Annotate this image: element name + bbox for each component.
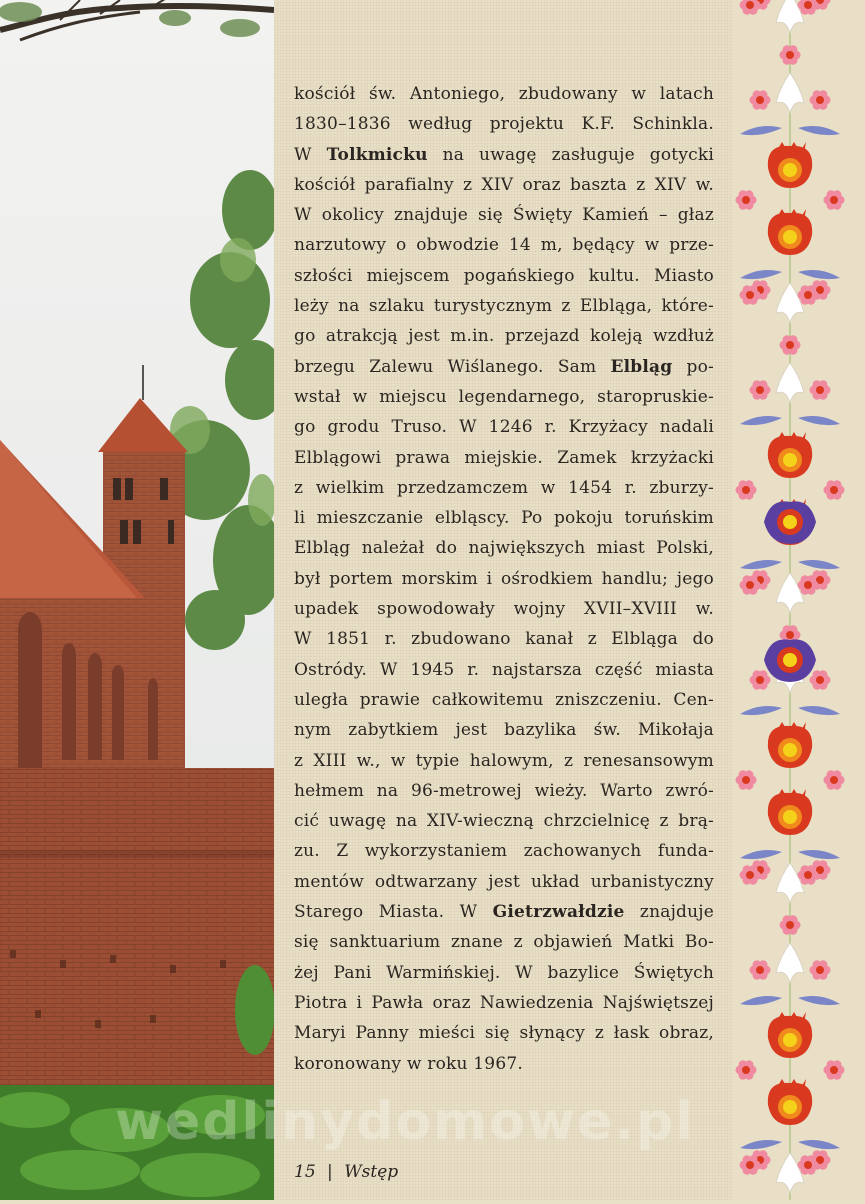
blue-leaf-icon bbox=[798, 1140, 840, 1149]
page-number: 15 bbox=[294, 1162, 316, 1182]
blue-leaf-icon bbox=[740, 416, 782, 425]
red-flower-center-icon bbox=[783, 163, 797, 177]
text-line bbox=[294, 867, 714, 897]
text-fragment: Maryi Panny mieści się słynący z łask obraz, bbox=[294, 1023, 714, 1044]
red-flower-center-icon bbox=[783, 1100, 797, 1114]
pink-flower-center-icon bbox=[786, 921, 794, 929]
pink-flower-center-icon bbox=[804, 291, 812, 299]
text-fragment: 1830–1836 według projektu K.F. Schinkla. bbox=[294, 114, 714, 135]
section-title: Wstęp bbox=[344, 1162, 399, 1182]
pink-flower-center-icon bbox=[746, 291, 754, 299]
red-flower-center-icon bbox=[783, 743, 797, 757]
blue-leaf-icon bbox=[740, 560, 782, 569]
pink-flower-center-icon bbox=[830, 486, 838, 494]
text-line bbox=[294, 200, 714, 230]
pink-flower-center-icon bbox=[742, 1066, 750, 1074]
pink-flower-center-icon bbox=[756, 676, 764, 684]
text-fragment: szłości miejscem pogańskiego kultu. Miasto bbox=[294, 265, 714, 286]
pink-flower-center-icon bbox=[816, 966, 824, 974]
white-tulip-icon bbox=[776, 1153, 804, 1193]
text-fragment: W okolicy znajduje się Święty Kamień – głaz bbox=[294, 205, 714, 226]
pink-flower-center-icon bbox=[756, 96, 764, 104]
text-fragment: go grodu Truso. W 1246 r. Krzyżacy nadali bbox=[294, 417, 714, 438]
pink-flower-center-icon bbox=[786, 51, 794, 59]
pink-flower-center-icon bbox=[804, 581, 812, 589]
pink-flower-center-icon bbox=[756, 966, 764, 974]
text-fragment: koronowany w roku 1967. bbox=[294, 1053, 523, 1074]
pink-flower-center-icon bbox=[756, 386, 764, 394]
white-tulip-icon bbox=[776, 573, 804, 613]
pink-flower-center-icon bbox=[746, 581, 754, 589]
white-tulip-icon bbox=[776, 283, 804, 323]
place-name: Gietrzwałdzie bbox=[492, 902, 625, 923]
text-line bbox=[294, 321, 714, 351]
red-flower-center-icon bbox=[783, 810, 797, 824]
text-line bbox=[294, 655, 714, 685]
folk-ornament-border bbox=[732, 0, 865, 1200]
pink-flower-center-icon bbox=[804, 1, 812, 9]
text-line bbox=[294, 1049, 714, 1079]
text-line bbox=[294, 776, 714, 806]
blue-leaf-icon bbox=[798, 706, 840, 715]
text-line bbox=[294, 382, 714, 412]
text-fragment: żej Pani Warmińskiej. W bazylice Świętych bbox=[294, 962, 714, 983]
text-line bbox=[294, 806, 714, 836]
blue-leaf-icon bbox=[740, 996, 782, 1005]
text-fragment: narzutowy o obwodzie 14 m, będący w prze- bbox=[294, 235, 714, 256]
red-flower-center-icon bbox=[783, 1033, 797, 1047]
text-fragment: W bbox=[294, 144, 327, 165]
text-line bbox=[294, 927, 714, 957]
pink-flower-center-icon bbox=[746, 871, 754, 879]
pink-flower-center-icon bbox=[816, 386, 824, 394]
red-flower-center-icon bbox=[783, 453, 797, 467]
text-line bbox=[294, 533, 714, 563]
text-line bbox=[294, 412, 714, 442]
purple-flower-center-icon bbox=[783, 653, 797, 667]
blue-leaf-icon bbox=[740, 706, 782, 715]
text-fragment: mentów odtwarzany jest układ urbanistyczny bbox=[294, 871, 714, 892]
text-fragment: kościół parafialny z XIV oraz baszta z XIV w. bbox=[294, 174, 714, 195]
text-fragment: brzegu Zalewu Wiślanego. Sam bbox=[294, 356, 611, 377]
pink-flower-center-icon bbox=[804, 1161, 812, 1169]
blue-leaf-icon bbox=[798, 416, 840, 425]
red-flower-center-icon bbox=[783, 230, 797, 244]
text-fragment: wstał w miejscu legendarnego, staropruskie- bbox=[294, 386, 714, 407]
pink-flower-center-icon bbox=[830, 1066, 838, 1074]
blue-leaf-icon bbox=[740, 126, 782, 135]
watermark: wedlinydomowe.pl bbox=[115, 1092, 696, 1152]
page-footer bbox=[294, 1162, 398, 1182]
text-fragment: uległa prawie całkowitemu zniszczeniu. Cen- bbox=[294, 689, 714, 710]
text-fragment: był portem morskim i ośrodkiem handlu; jego bbox=[294, 568, 714, 589]
white-tulip-icon bbox=[776, 363, 804, 403]
text-line bbox=[294, 564, 714, 594]
text-fragment: leży na szlaku turystycznym z Elbląga, które- bbox=[294, 296, 714, 317]
white-tulip-icon bbox=[776, 943, 804, 983]
text-fragment: nym zabytkiem jest bazylika św. Mikołaja bbox=[294, 720, 714, 741]
text-fragment: upadek spowodowały wojny XVII–XVIII w. bbox=[294, 599, 714, 620]
text-line bbox=[294, 746, 714, 776]
blue-leaf-icon bbox=[798, 560, 840, 569]
text-fragment: zu. Z wykorzystaniem zachowanych funda- bbox=[294, 841, 714, 862]
blue-leaf-icon bbox=[740, 1140, 782, 1149]
pink-flower-center-icon bbox=[746, 1161, 754, 1169]
text-fragment: Starego Miasta. W bbox=[294, 902, 493, 923]
text-panel bbox=[274, 0, 732, 1200]
pink-flower-center-icon bbox=[746, 1, 754, 9]
text-line bbox=[294, 594, 714, 624]
blue-leaf-icon bbox=[740, 270, 782, 279]
text-line bbox=[294, 1018, 714, 1048]
text-fragment: hełmem na 96-metrowej wieży. Warto zwró- bbox=[294, 780, 714, 801]
text-line bbox=[294, 685, 714, 715]
folk-flower-pattern-icon bbox=[732, 0, 865, 1200]
pink-flower-center-icon bbox=[742, 486, 750, 494]
pink-flower-center-icon bbox=[816, 676, 824, 684]
text-fragment: na uwagę zasługuje gotycki bbox=[427, 144, 714, 165]
white-tulip-icon bbox=[776, 73, 804, 113]
text-fragment: po- bbox=[672, 356, 714, 377]
text-line bbox=[294, 624, 714, 654]
text-fragment: Elblągowi prawa miejskie. Zamek krzyżacki bbox=[294, 447, 714, 468]
text-fragment: Piotra i Pawła oraz Nawiedzenia Najświętszej bbox=[294, 992, 714, 1013]
pink-flower-center-icon bbox=[742, 776, 750, 784]
place-name: Elbląg bbox=[610, 356, 673, 377]
text-fragment: z XIII w., w typie halowym, z renesansowym bbox=[294, 750, 714, 771]
text-fragment: Elbląg należał do największych miast Polski, bbox=[294, 538, 714, 559]
text-line bbox=[294, 473, 714, 503]
text-line bbox=[294, 958, 714, 988]
pink-flower-center-icon bbox=[786, 341, 794, 349]
castle-photo bbox=[0, 0, 274, 1200]
text-line bbox=[294, 79, 714, 109]
pink-flower-center-icon bbox=[742, 196, 750, 204]
pink-flower-center-icon bbox=[816, 96, 824, 104]
blue-leaf-icon bbox=[798, 996, 840, 1005]
purple-flower-center-icon bbox=[783, 515, 797, 529]
text-line bbox=[294, 352, 714, 382]
text-line bbox=[294, 291, 714, 321]
text-line bbox=[294, 443, 714, 473]
text-line bbox=[294, 170, 714, 200]
text-line bbox=[294, 503, 714, 533]
pink-flower-center-icon bbox=[830, 776, 838, 784]
text-fragment: z wielkim przedzamczem w 1454 r. zburzy- bbox=[294, 477, 714, 498]
blue-leaf-icon bbox=[740, 850, 782, 859]
footer-separator: | bbox=[327, 1162, 333, 1182]
text-fragment: W 1851 r. zbudowano kanał z Elbląga do bbox=[294, 629, 714, 650]
text-line bbox=[294, 897, 714, 927]
pink-flower-center-icon bbox=[786, 631, 794, 639]
text-line bbox=[294, 230, 714, 260]
text-line bbox=[294, 988, 714, 1018]
text-line bbox=[294, 261, 714, 291]
blue-leaf-icon bbox=[798, 270, 840, 279]
text-fragment: znajduje bbox=[624, 902, 714, 923]
white-tulip-icon bbox=[776, 863, 804, 903]
text-fragment: li mieszczanie elbląscy. Po pokoju toruńskim bbox=[294, 508, 714, 529]
pink-flower-center-icon bbox=[804, 871, 812, 879]
text-fragment: go atrakcją jest m.in. przejazd koleją wzdłuż bbox=[294, 326, 714, 347]
text-fragment: cić uwagę na XIV-wieczną chrzcielnicę z brą- bbox=[294, 811, 714, 832]
text-line bbox=[294, 715, 714, 745]
text-fragment: kościół św. Antoniego, zbudowany w latach bbox=[294, 84, 714, 104]
blue-leaf-icon bbox=[798, 850, 840, 859]
place-name: Tolkmicku bbox=[326, 144, 428, 165]
text-fragment: się sanktuarium znane z objawień Matki Bo- bbox=[294, 932, 714, 953]
text-line bbox=[294, 109, 714, 139]
pink-flower-center-icon bbox=[830, 196, 838, 204]
blue-leaf-icon bbox=[798, 126, 840, 135]
text-line bbox=[294, 140, 714, 170]
text-line bbox=[294, 836, 714, 866]
body-text bbox=[294, 79, 714, 1079]
text-fragment: Ostródy. W 1945 r. najstarsza część miasta bbox=[294, 659, 714, 680]
